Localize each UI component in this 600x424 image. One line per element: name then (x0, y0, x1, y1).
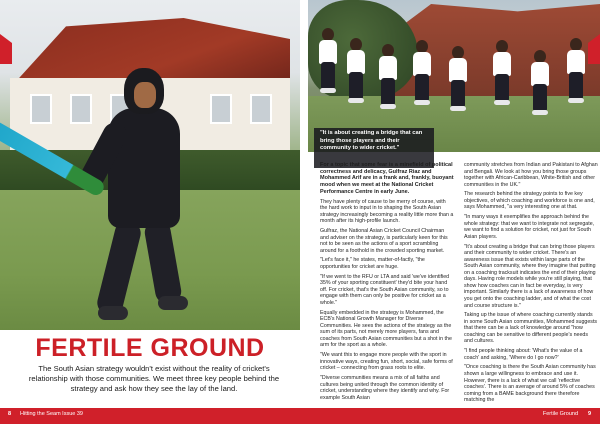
article-paragraph: For a topic that some fear is a minefield of political correctness and delicacy, Gulfraz Riaz and Mohammed Arif are in a frank and, frankly, buoyant mood when we meet at the National Cricket Performance Centre in early June. (320, 162, 454, 195)
right-page (300, 0, 600, 424)
girl-batting-photo (0, 0, 300, 330)
footer-bar (0, 408, 300, 424)
feature-title: FERTILE GROUND (35, 334, 265, 362)
page-number: 9 (587, 411, 591, 417)
standfirst: The South Asian strategy wouldn't exist without the reality of cricket's relationship with those communities. We meet three key people behind the strategy and ask how they see the lay of the land. (28, 364, 280, 394)
article-paragraph: "We want this to engage more people with the sport in innovative ways, creating fun, short, social, safe forms of cricket – connecting from grass roots to elite. (320, 352, 453, 372)
article-column-1 (320, 162, 454, 404)
page-number: 8 (8, 411, 12, 417)
article-paragraph: "Once coaching is there the South Asian community has shown a large willingness to embrace and use it. However, there is a lack of what we call 'reflective coaches'. There is an average of around 5% of coaches coming from a BAME background there therefore matching the (464, 364, 596, 404)
article-paragraph: Taking up the issue of where coaching currently stands in some South Asian communities, Mohammed suggests that there can be a lack of knowledge around "how coaching can be sensitive to different people's needs and cultures. (464, 312, 598, 345)
pull-quote: "It is about creating a bridge that can bring those players and their community to wider cricket." (320, 130, 423, 152)
girl-figure (84, 60, 204, 330)
footer-bar (300, 408, 600, 424)
article-paragraph: "It's about creating a bridge that can bring those players and their community to wider cricket. There's an awareness issue that exists within large parts of the South Asian community, where they imagine that putting on a coaching tracksuit indicates the end of their playing days. Having role models while you're still playing, that show how coaches can in fact be everyday, is very important. Similarly there is a lack of awareness of how you get onto the coaching ladder, and of what the cost and course structure is." (464, 243, 596, 309)
article-paragraph: Equally embedded in the strategy is Mohammed, the ECB's National Growth Manager for Diverse Communities. He sees the actions of the strategy as the sum of its parts, not merely more players, fans and coaches from South Asian communities but a shot in the arm for the sport as a whole. (320, 309, 452, 349)
article-paragraph: "Diverse communities means a mix of all faiths and cultures being united through the common identity of cricket, understanding where they identify and why. For example South Asian (320, 374, 450, 401)
article-paragraph: Gulfraz, the National Asian Cricket Council Chairman and adviser on the strategy, is particularly keen for this not to be seen as the actions of a sport scrambling around for a foothold in the crowded sporting market. (320, 228, 448, 254)
section-name: Fertile Ground (542, 411, 578, 417)
article-paragraph: "In many ways it exemplifies the approach behind the whole strategy: that we want to integrate not segregate, we want to find a solution for cricket, not just for South Asian players. (464, 214, 595, 240)
article-column-2 (464, 162, 598, 407)
article-paragraph: "I find people thinking about: 'What's the value of a coach' and asking, 'Where do I go now?' (464, 348, 583, 361)
article-paragraph: The research behind the strategy points to five key objectives, of which coaching and workforce is one and, says Mohammed, "a very interesting one at that. (464, 191, 595, 211)
article-paragraph: "If we went to the RFU or LTA and said 'we've identified 35% of your sporting constituent' they'd bite your hand off. For cricket, that's the South Asian community, so to engage with them can only be positive for cricket as a whole." (320, 273, 450, 306)
publication-name: Hitting the Seam Issue 39 (20, 411, 83, 417)
article-paragraph: They have plenty of cause to be merry of course, with the hard work to input in to shaping the South Asian strategy increasingly becoming a reality little more than a month after its high-profile launch. (320, 198, 454, 225)
article-paragraph: "Let's face it," he states, matter-of-factly, "the opportunities for cricket are huge. (320, 257, 425, 270)
article-paragraph: community stretches from Indian and Pakistani to Afghan and Bengali. We look at how you bring those groups together with African-Caribbean, White-British and other communities in the UK." (464, 162, 598, 188)
